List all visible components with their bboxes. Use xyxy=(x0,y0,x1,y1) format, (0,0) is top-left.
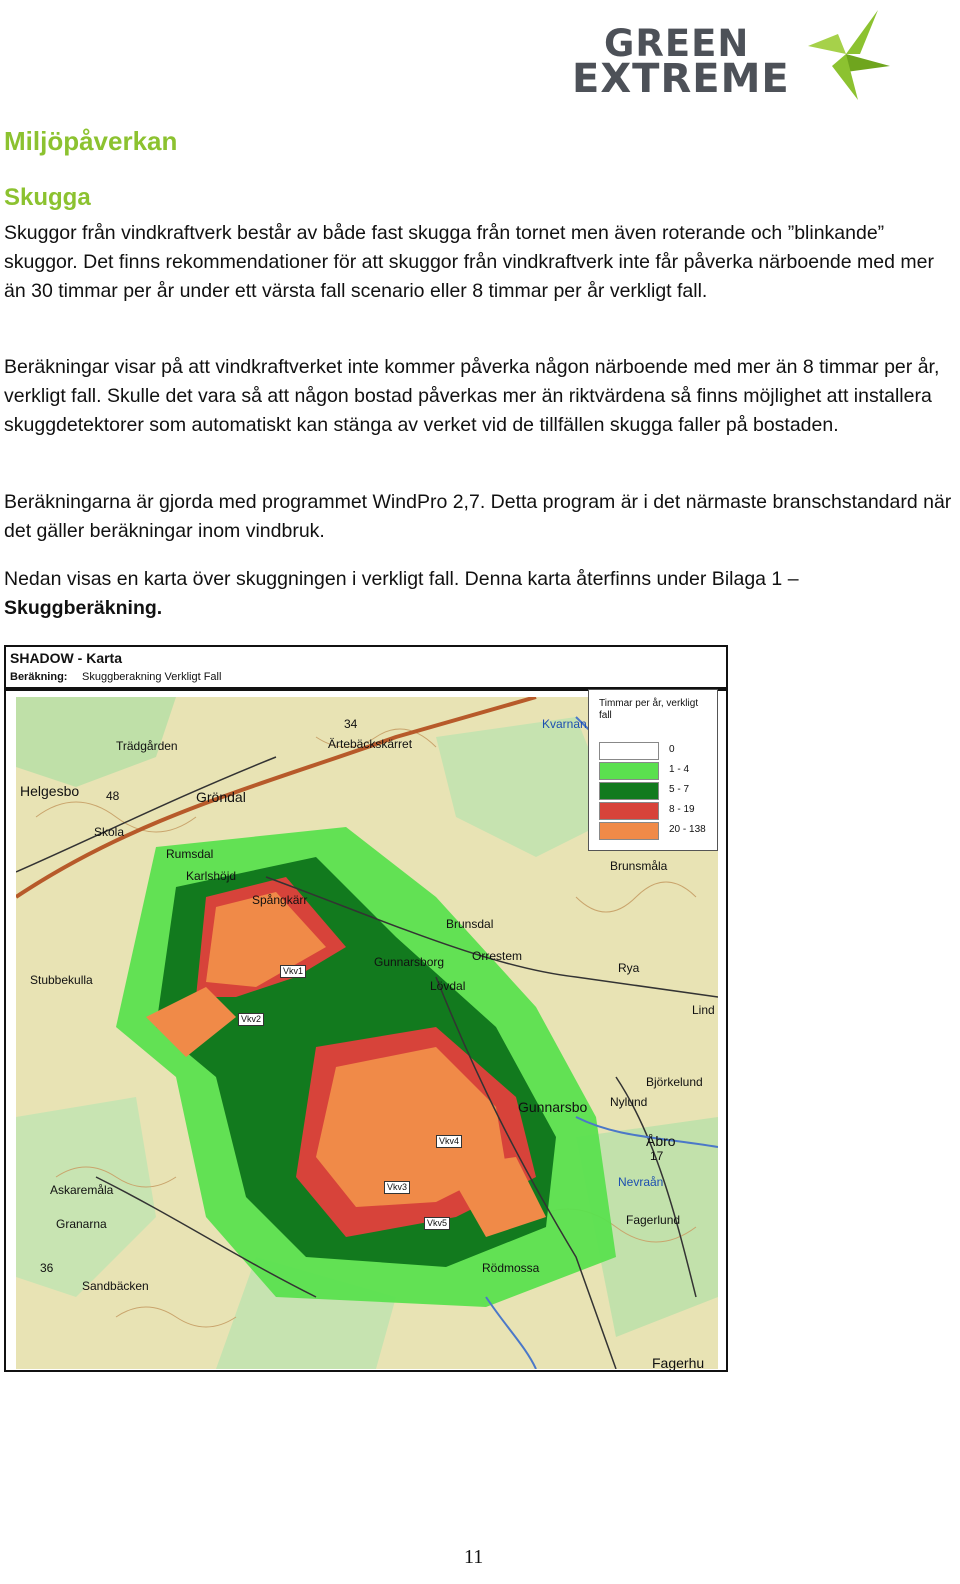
paragraph-shadow-intro: Skuggor från vindkraftverk består av både fast skugga från tornet men även roterande och ”blinkande” skuggor. Det finns rekommendationer för att skuggor från vindkraftverk inte får påverka närboende med mer än 30 timmar per år under ett värsta fall scenario eller 8 timmar per år verkligt fall. xyxy=(4,222,934,302)
place-label: Rumsdal xyxy=(166,847,214,861)
calc-value: Skuggberakning Verkligt Fall xyxy=(82,671,222,683)
place-label: Nevraån xyxy=(618,1175,664,1189)
number-label: 34 xyxy=(344,717,358,731)
place-label: Rya xyxy=(618,961,640,975)
map-legend xyxy=(588,689,718,851)
legend-row xyxy=(599,782,715,800)
calc-label: Beräkning: xyxy=(10,671,68,683)
place-label: Gunnarsbo xyxy=(518,1099,588,1115)
legend-swatch xyxy=(599,762,659,780)
turbine-label: Vkv3 xyxy=(384,1181,410,1194)
map-intro-text: Nedan visas en karta över skuggningen i verkligt fall. Denna karta återfinns under Bilaga 1 – xyxy=(4,568,799,590)
paragraph-calculations: Beräkningar visar på att vindkraftverket inte kommer påverka någon närboende med mer än 8 timmar per år, verkligt fall. Skulle det vara så att någon bostad påverkas mer än riktvärdena så finns möjlighet att installera skuggdetektorer som automatiskt kan stänga av verket vid de tillfällen skugga faller på bostaden. xyxy=(4,356,940,436)
place-label: Rödmossa xyxy=(482,1261,540,1275)
legend-swatch xyxy=(599,822,659,840)
paragraph-windpro: Beräkningarna är gjorda med programmet WindPro 2,7. Detta program är i det närmaste branschstandard när det gäller beräkningar inom vindbruk. xyxy=(4,491,952,542)
place-label: Nylund xyxy=(610,1095,648,1109)
legend-label: 8 - 19 xyxy=(669,804,695,815)
map-intro-bold: Skuggberäkning. xyxy=(4,597,163,619)
place-label: Fagerhu xyxy=(652,1355,705,1371)
place-label: Gröndal xyxy=(196,789,246,805)
place-label: Lind xyxy=(692,1003,715,1017)
place-label: Sandbäcken xyxy=(82,1279,149,1293)
legend-swatch xyxy=(599,782,659,800)
page-number: 11 xyxy=(464,1546,484,1568)
legend-title: Timmar per år, verkligt fall xyxy=(599,698,699,721)
turbine-label: Vkv4 xyxy=(436,1135,462,1148)
pinwheel-icon xyxy=(798,6,894,102)
place-label: Fagerlund xyxy=(626,1213,681,1227)
place-label: Stubbekulla xyxy=(30,973,93,987)
legend-swatch xyxy=(599,742,659,760)
legend-row xyxy=(599,742,715,760)
paragraph-map-intro xyxy=(4,565,952,623)
legend-label: 0 xyxy=(669,744,675,755)
place-label: Orrestem xyxy=(472,949,523,963)
map-title: SHADOW - Karta xyxy=(10,650,123,666)
place-label: Spångkärr xyxy=(252,893,308,907)
legend-swatch xyxy=(599,802,659,820)
logo-text-extreme: EXTREME xyxy=(572,56,790,102)
place-label: Granarna xyxy=(56,1217,107,1231)
legend-label: 20 - 138 xyxy=(669,824,706,835)
place-label: Helgesbo xyxy=(20,783,80,799)
place-label: Ärtebäckskärret xyxy=(328,737,413,751)
turbine-label: Vkv5 xyxy=(424,1217,450,1230)
legend-row xyxy=(599,762,715,780)
number-label: 36 xyxy=(40,1261,54,1275)
number-label: 48 xyxy=(106,789,120,803)
subsection-title: Skugga xyxy=(4,184,91,211)
place-label: Askaremåla xyxy=(50,1183,114,1197)
place-label: Brunsdal xyxy=(446,917,494,931)
legend-label: 1 - 4 xyxy=(669,764,690,775)
turbine-label: Vkv2 xyxy=(238,1013,264,1026)
place-label: Karlshöjd xyxy=(186,869,237,883)
legend-row xyxy=(599,822,715,840)
place-label: Kvarnan xyxy=(542,717,587,731)
shadow-map xyxy=(4,645,728,1372)
place-label: Björkelund xyxy=(646,1075,703,1089)
green-extreme-logo xyxy=(572,6,894,102)
map-header xyxy=(6,647,726,691)
place-label: Åbro xyxy=(646,1133,676,1149)
logo-text-green: GREEN xyxy=(604,22,750,65)
place-label: Lövdal xyxy=(430,979,466,993)
place-label: Brunsmåla xyxy=(610,859,668,873)
legend-row xyxy=(599,802,715,820)
turbine-label: Vkv1 xyxy=(280,965,306,978)
number-label: 17 xyxy=(650,1149,664,1163)
section-title: Miljöpåverkan xyxy=(4,126,178,156)
place-label: Gunnarsborg xyxy=(374,955,445,969)
legend-label: 5 - 7 xyxy=(669,784,690,795)
place-label: Trädgården xyxy=(116,739,178,753)
place-label: Skola xyxy=(94,825,125,839)
